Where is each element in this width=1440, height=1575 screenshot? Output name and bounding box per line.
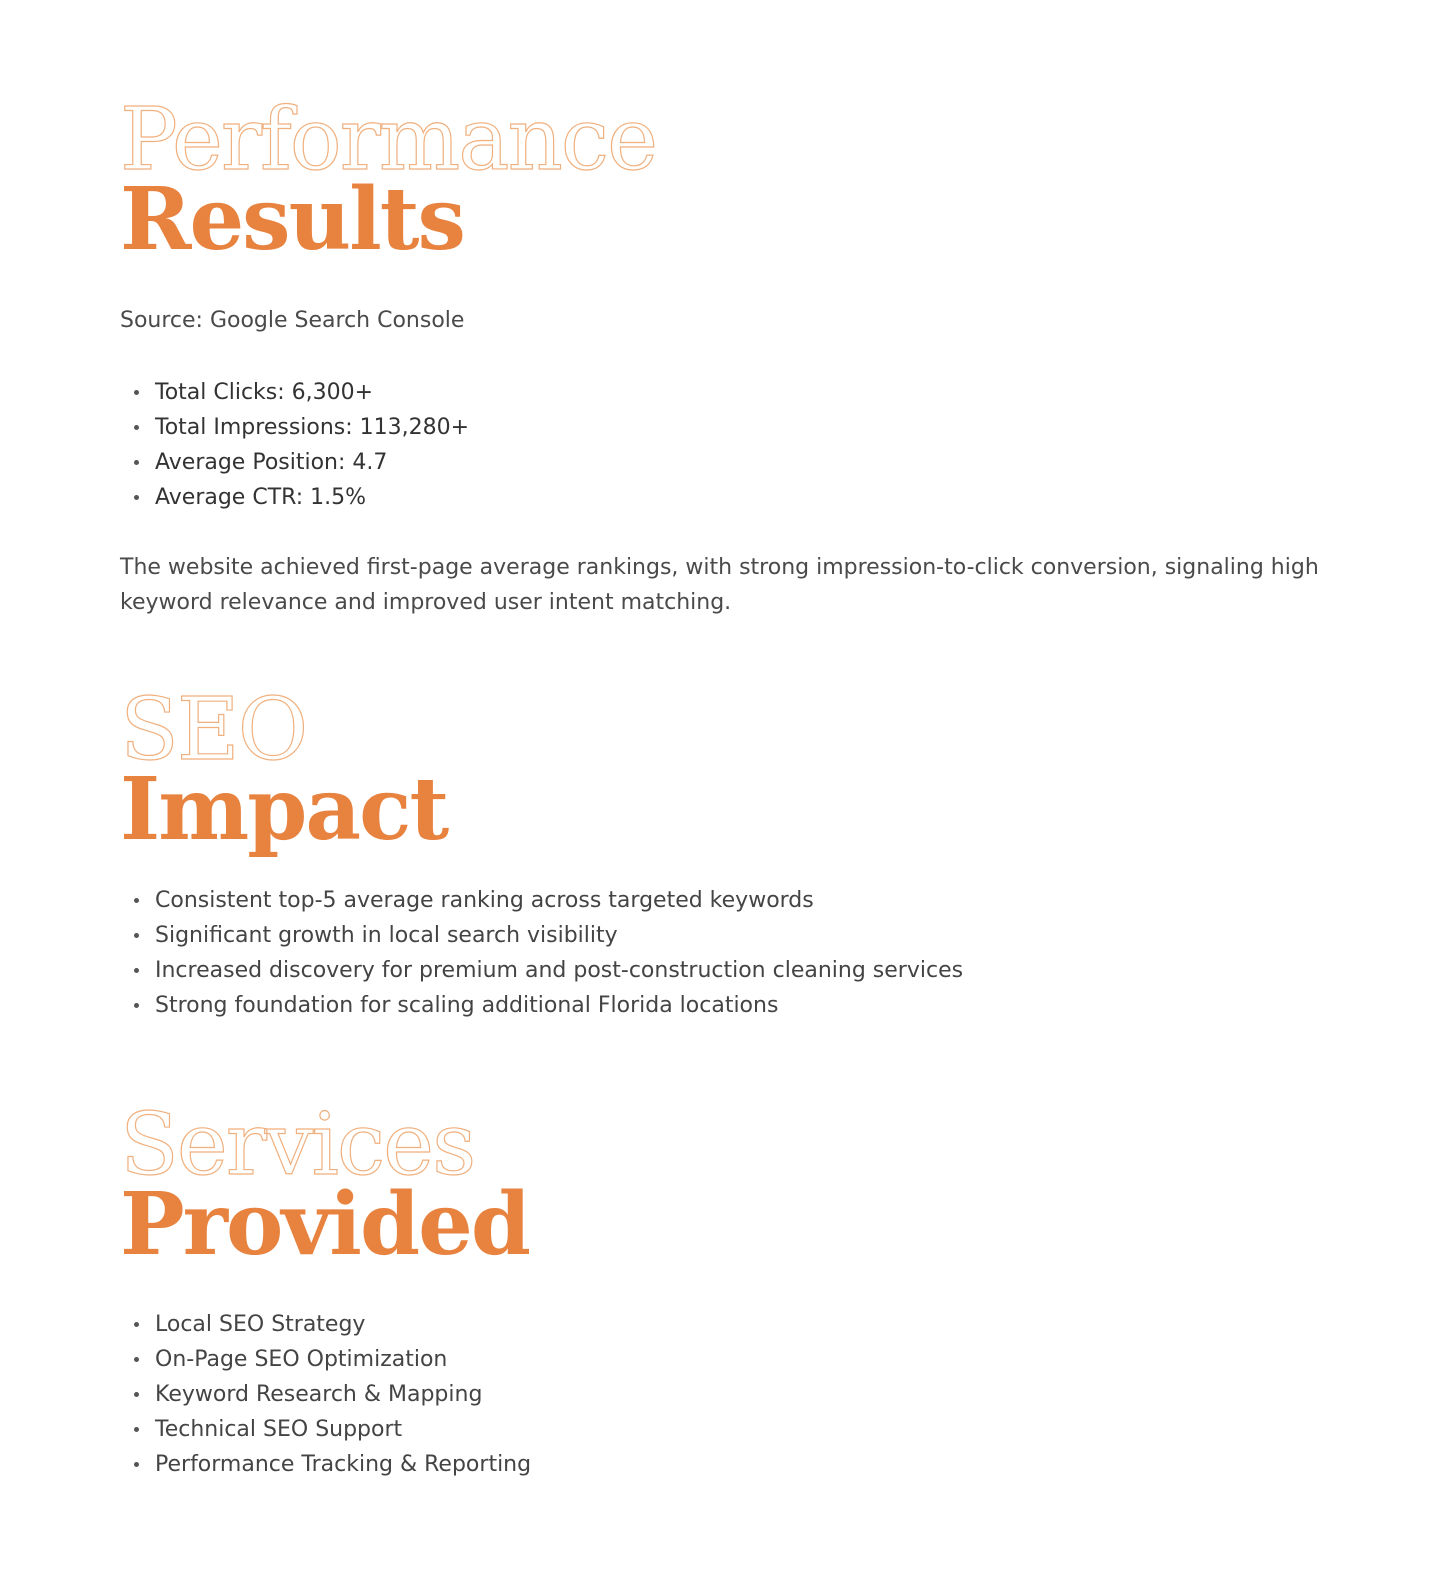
service-item: On-Page SEO Optimization	[120, 1342, 1330, 1377]
impact-item: Significant growth in local search visibility	[120, 918, 1330, 953]
provided-title-solid: Provided	[120, 1174, 529, 1275]
service-item: Local SEO Strategy	[120, 1307, 1330, 1342]
metric-total-clicks: Total Clicks: 6,300+	[120, 375, 1330, 410]
metrics-list	[120, 375, 1330, 515]
service-item: Technical SEO Support	[120, 1412, 1330, 1447]
impact-item: Consistent top-5 average ranking across targeted keywords	[120, 883, 1330, 918]
service-item: Keyword Research & Mapping	[120, 1377, 1330, 1412]
services-provided-section	[120, 1095, 1330, 1482]
services-list	[120, 1307, 1330, 1482]
seo-impact-section	[120, 680, 1330, 1023]
impact-item: Increased discovery for premium and post-construction cleaning services	[120, 953, 1330, 988]
services-title-outline: Services	[120, 1095, 475, 1195]
data-source-label: Source: Google Search Console	[120, 308, 465, 333]
impact-item: Strong foundation for scaling additional Florida locations	[120, 988, 1330, 1023]
results-title-solid: Results	[120, 169, 464, 270]
service-item: Performance Tracking & Reporting	[120, 1447, 1330, 1482]
metric-total-impressions: Total Impressions: 113,280+	[120, 410, 1330, 445]
impact-title-solid: Impact	[120, 759, 448, 860]
impact-list	[120, 883, 1330, 1023]
performance-title-outline: Performance	[120, 90, 656, 190]
metric-average-ctr: Average CTR: 1.5%	[120, 480, 1330, 515]
seo-title-outline: SEO	[120, 680, 307, 780]
performance-results-section	[120, 90, 1330, 620]
metric-average-position: Average Position: 4.7	[120, 445, 1330, 480]
performance-summary: The website achieved first-page average rankings, with strong impression-to-click conversion, signaling high keyword relevance and improved user intent matching.	[120, 555, 1319, 615]
